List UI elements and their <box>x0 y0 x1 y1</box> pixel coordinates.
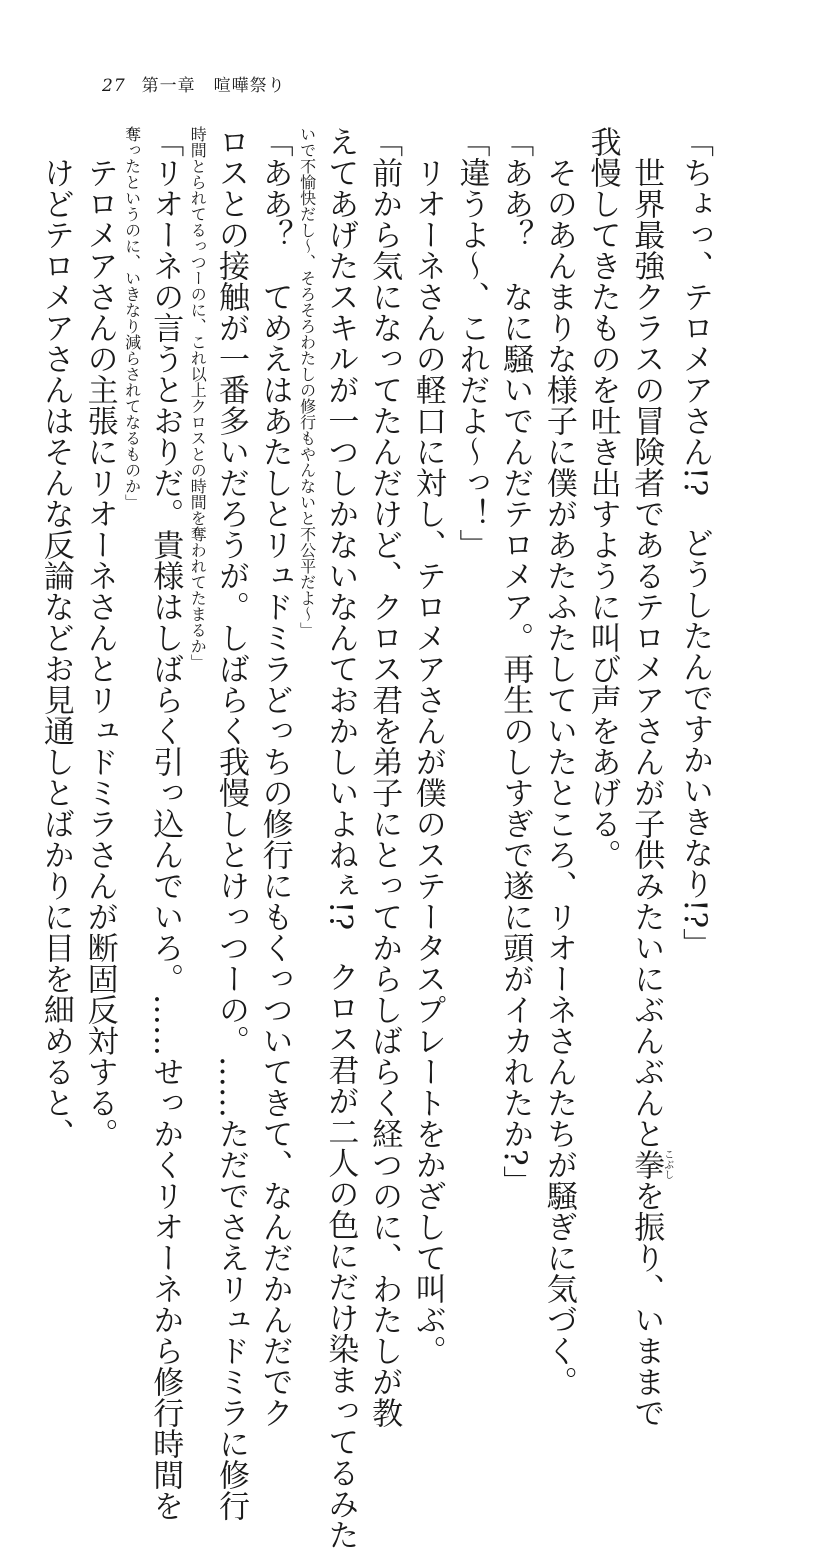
text-line: テロメアさんの主張にリオーネさんとリュドミラさんが断固反対する。 <box>81 126 118 1149</box>
text-line: 「ちょっ、テロメアさん!? どうしたんですかいきなり!?」 <box>677 126 713 960</box>
text-line: ロスとの接触が一番多いだろうが。しばらく我慢しとけっつーの。……ただでさえリュドミラに修行 <box>212 126 249 1521</box>
text-segment: を振り、いままで <box>628 1180 665 1428</box>
running-head <box>102 71 286 96</box>
text-line: 我慢してきたものを吐き出すように叫び声をあげる。 <box>584 126 621 870</box>
vertical-body-text <box>37 126 716 1550</box>
small-text-line: 奪ったというのに、いきなり減らされてなるものか」 <box>122 126 142 510</box>
text-line: 「ああ？ なに騒いでんだテロメア。再生のしすぎで遂に頭がイカれたか?」 <box>497 126 534 1197</box>
small-text-line: いで不愉快だし〜、そろそろわたしの修行もやんないと不公平だよ〜」 <box>297 126 317 638</box>
ruby-annotation: 拳こぶし <box>628 1149 673 1180</box>
chapter-title: 喧嘩祭り <box>213 76 286 96</box>
text-line: リオーネさんの軽口に対し、テロメアさんが僕のステータスプレートをかざして叫ぶ。 <box>409 126 446 1366</box>
text-line: 「リオーネの言うとおりだ。貴様はしばらく引っ込んでいろ。……せっかくリオーネから修行時間を <box>147 126 184 1521</box>
text-line: そのあんまりな様子に僕があたふたしていたところ、リオーネさんたちが騒ぎに気づく。 <box>540 126 577 1397</box>
text-line: 「違うよ〜、これだよ〜っ！」 <box>453 126 490 560</box>
text-line: 「前から気になってたんだけど、クロス君を弟子にとってからしばらく経つのに、わたしが教 <box>366 126 403 1428</box>
text-line: けどテロメアさんはそんな反論などお見通しとばかりに目を細めると、 <box>37 126 74 1149</box>
chapter-label: 第一章 <box>141 76 196 96</box>
text-line: 「ああ？ てめえはあたしとリュドミラどっちの修行にもくっついてきて、なんだかんだでク <box>256 126 293 1428</box>
text-line: えてあげたスキルが一つしかないなんておかしいよねぇ!? クロス君が二人の色にだけ染まってるみた <box>322 126 359 1550</box>
ruby-reading: こぶし <box>661 1149 673 1180</box>
page-number: 27 <box>102 76 126 96</box>
text-line-with-ruby <box>624 126 673 1428</box>
text-segment: 世界最強クラスの冒険者であるテロメアさんが子供みたいにぶんぶんと <box>628 126 665 1149</box>
small-text-line: 時間とられてるっつーのに、これ以上クロスとの時間を奪われてたまるか」 <box>188 126 208 670</box>
